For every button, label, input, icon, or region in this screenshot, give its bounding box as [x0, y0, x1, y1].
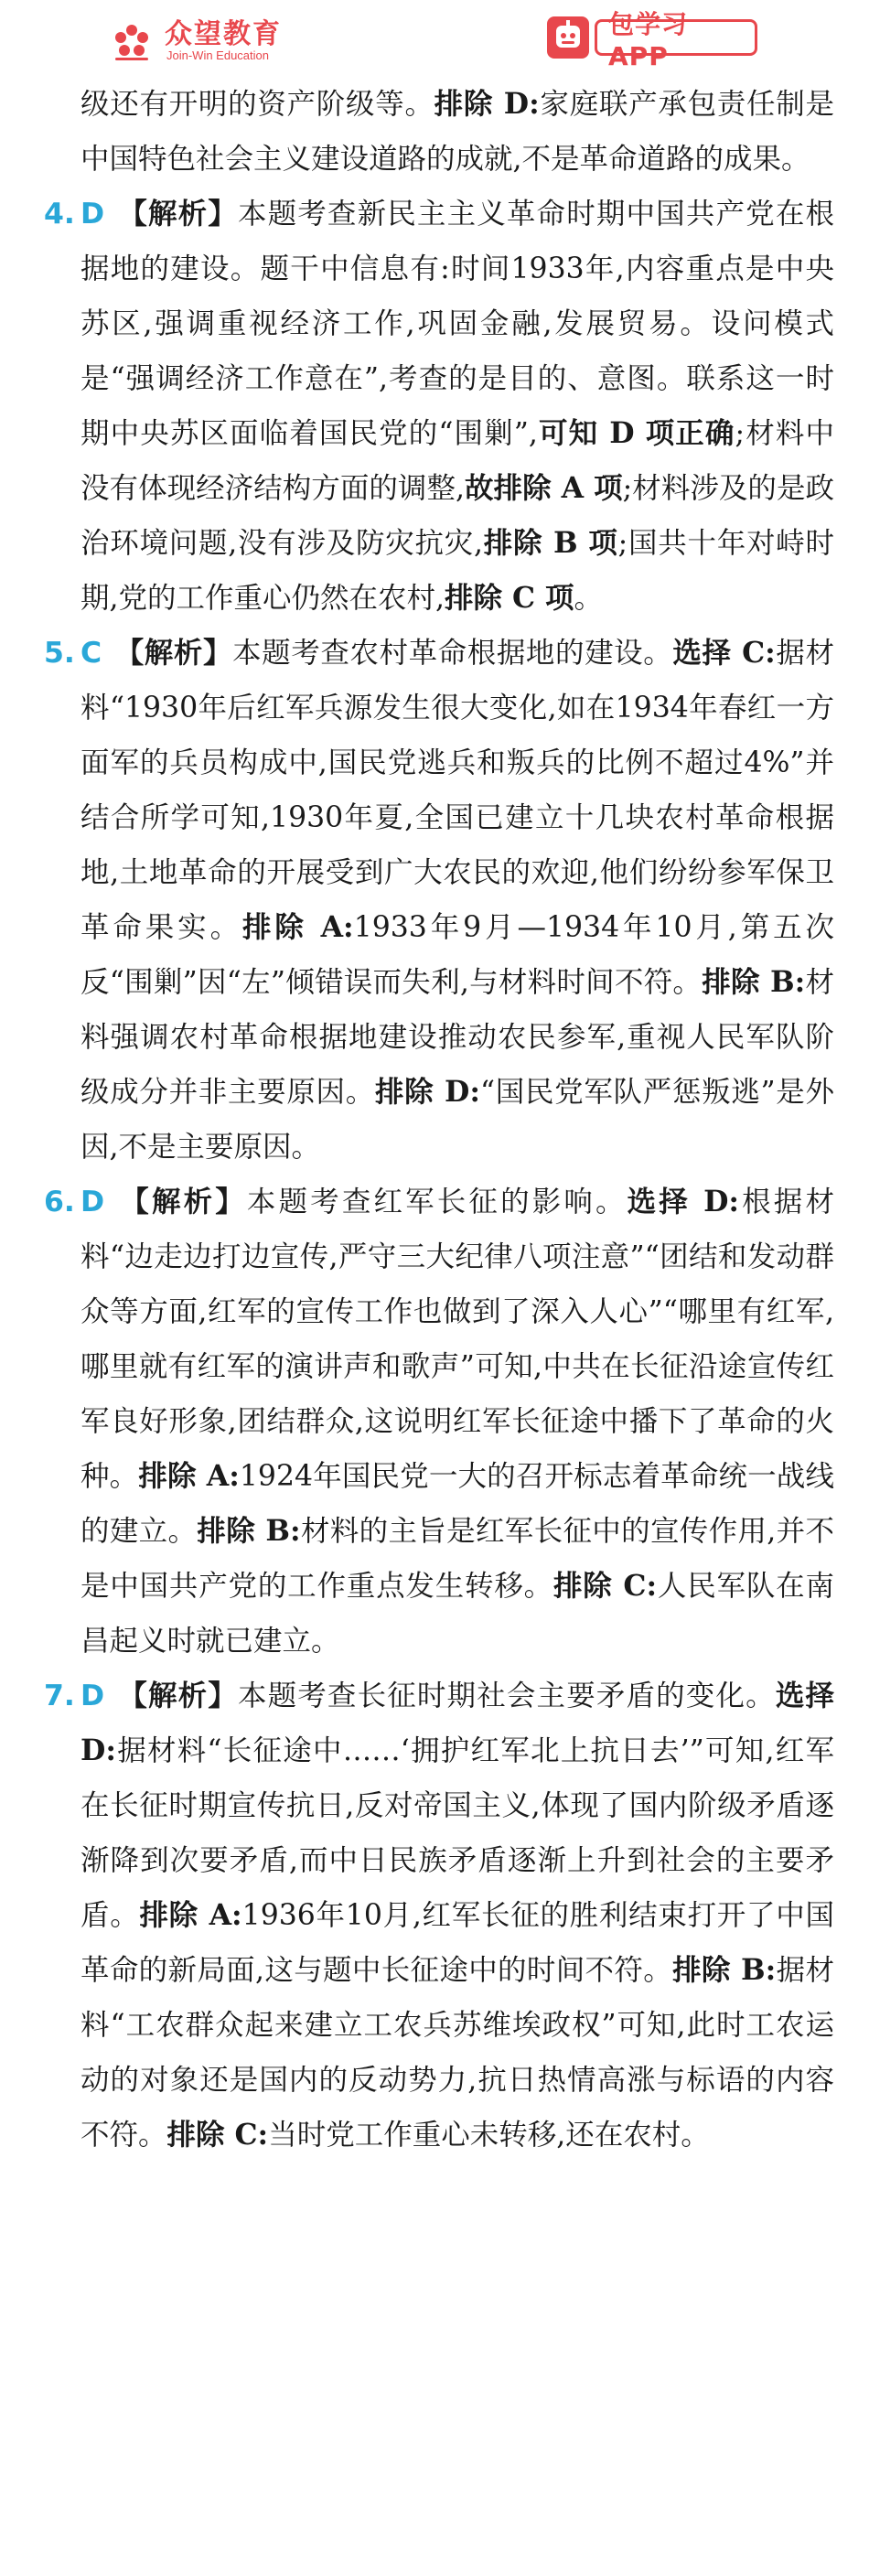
- bold-phrase: 排除 B:: [702, 965, 806, 999]
- bold-phrase: 排除 D:: [374, 1075, 480, 1109]
- intro-paragraph: [44, 77, 834, 187]
- answer-item: [44, 1669, 834, 2163]
- explanation-text: 1936年10月,红军长征的胜利结束打开了中国革命的新局面,这与题中长征途中的时间不符。: [80, 1899, 834, 1987]
- answer-letter: D: [80, 198, 105, 231]
- bold-phrase: 选择 D:: [627, 1185, 740, 1218]
- bold-phrase: 故排除 A 项: [465, 471, 623, 505]
- bold-phrase: 排除 B 项: [483, 526, 618, 560]
- analysis-tag: 【解析】: [117, 1185, 247, 1218]
- page-header: [0, 0, 869, 82]
- explanation-text: 本题考查新民主主义革命时期中国共产党在根据地的建设。题干中信息有:时间1933年,内容重点是中央苏区,强调重视经济工作,巩固金融,发展贸易。设问模式是“强调经济工作意在”,考查的是目的、意图。联系这一时期中央苏区面临着国民党的“围剿”,: [80, 198, 834, 450]
- bold-phrase: 排除 A:: [241, 910, 354, 944]
- explanation-text: “国民党军队严惩叛逃”是外因,不是主要原因。: [80, 1076, 834, 1164]
- answer-letter: C: [80, 637, 102, 670]
- bold-phrase: 排除 A:: [139, 1898, 242, 1932]
- bold-phrase: 排除 C:: [166, 2118, 269, 2152]
- brand-name-en: Join-Win Education: [166, 48, 269, 62]
- question-number: 7.: [44, 1680, 75, 1712]
- answer-content: [44, 77, 834, 2163]
- app-badge: [547, 8, 757, 71]
- intro-text-1: 级还有开明的资产阶级等。: [80, 88, 434, 121]
- explanation-text: 据材料“1930年后红军兵源发生很大变化,如在1934年春红一方面军的兵员构成中,国民党逃兵和叛兵的比例不超过4%”并结合所学可知,1930年夏,全国已建立十几块农村革命根据地,土地革命的开展受到广大农民的欢迎,他们纷纷参军保卫革命果实。: [80, 637, 834, 944]
- question-number: 5.: [44, 637, 75, 670]
- intro-text-2: 家庭联产承包责任制是中国特色社会主义建设道路的成就,不是革命道路的成果。: [80, 88, 834, 176]
- explanation-text: 据材料“工农群众起来建立工农兵苏维埃政权”可知,此时工农运动的对象还是国内的反动势力,抗日热情高涨与标语的内容不符。: [80, 1954, 834, 2152]
- bold-phrase: 排除 C:: [553, 1569, 658, 1603]
- app-mascot-icon: [547, 16, 589, 59]
- explanation-text: 本题考查农村革命根据地的建设。: [232, 637, 673, 670]
- explanation-text: 1924年国民党一大的召开标志着革命统一战线的建立。: [80, 1460, 834, 1548]
- question-number: 6.: [44, 1186, 75, 1218]
- brand-logo: [108, 15, 282, 68]
- app-label: 包学习APP: [595, 19, 757, 56]
- bold-phrase: 排除 C 项: [445, 581, 574, 615]
- bold-phrase: 选择 D:: [80, 1679, 834, 1767]
- answer-letter: D: [80, 1186, 105, 1218]
- explanation-text: 。: [574, 582, 604, 615]
- answer-items: [44, 187, 834, 2163]
- bold-phrase: 排除 A:: [138, 1459, 240, 1493]
- bold-phrase: 可知 D 项正确: [537, 416, 735, 450]
- analysis-tag: 【解析】: [114, 636, 233, 670]
- explanation-text: 当时党工作重心未转移,还在农村。: [268, 2119, 710, 2152]
- analysis-tag: 【解析】: [117, 197, 238, 231]
- answer-item: [44, 626, 834, 1175]
- answer-letter: D: [80, 1680, 105, 1712]
- bold-phrase: 排除 B:: [197, 1514, 301, 1548]
- explanation-text: 根据材料“边走边打边宣传,严守三大纪律八项注意”“团结和发动群众等方面,红军的宣传工作也做到了深入人心”“哪里有红军,哪里就有红军的演讲声和歌声”可知,中共在长征沿途宣传红军良好形象,团结群众,这说明红军长征途中播下了革命的火种。: [80, 1186, 834, 1493]
- answer-item: [44, 187, 834, 626]
- explanation-text: 本题考查红军长征的影响。: [246, 1186, 628, 1218]
- explanation-text: 材料强调农村革命根据地建设推动农民参军,重视人民军队阶级成分并非主要原因。: [80, 966, 834, 1109]
- analysis-tag: 【解析】: [117, 1679, 238, 1712]
- explanation-text: 材料的主旨是红军长征中的宣传作用,并不是中国共产党的工作重点发生转移。: [80, 1515, 834, 1603]
- explanation-text: ;国共十年对峙时期,党的工作重心仍然在农村,: [80, 527, 834, 615]
- bold-phrase: 排除 B:: [672, 1953, 777, 1987]
- brand-name-cn: 众望教育: [165, 18, 282, 50]
- explanation-text: 本题考查长征时期社会主要矛盾的变化。: [237, 1680, 776, 1712]
- intro-bold: 排除 D:: [434, 87, 540, 121]
- explanation-text: ;材料中没有体现经济结构方面的调整,: [80, 417, 834, 505]
- question-number: 4.: [44, 198, 75, 231]
- flower-logo-icon: [108, 17, 156, 65]
- explanation-text: 1933年9月—1934年10月,第五次反“围剿”因“左”倾错误而失利,与材料时间不符。: [80, 911, 834, 999]
- explanation-text: 据材料“长征途中……‘拥护红军北上抗日去’”可知,红军在长征时期宣传抗日,反对帝国主义,体现了国内阶级矛盾逐渐降到次要矛盾,而中日民族矛盾逐渐上升到社会的主要矛盾。: [80, 1734, 834, 1932]
- answer-item: [44, 1175, 834, 1669]
- explanation-text: ;材料涉及的是政治环境问题,没有涉及防灾抗灾,: [80, 472, 835, 560]
- bold-phrase: 选择 C:: [672, 636, 776, 670]
- explanation-text: 人民军队在南昌起义时就已建立。: [80, 1570, 834, 1658]
